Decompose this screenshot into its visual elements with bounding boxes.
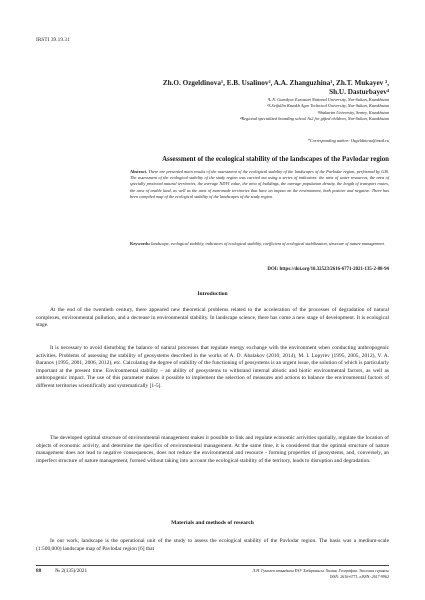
affiliation-4: ⁴Regional specialized boarding school №2 for gifted children, Nur-Sultan, Kazakhstan bbox=[240, 116, 389, 122]
paper-title: Assessment of the ecological stability of the landscapes of the Pavlodar region bbox=[162, 156, 389, 163]
affiliation-2: ²S.Seifullin Kazakh Agro Technical University, Nur-Sultan, Kazakhstan bbox=[267, 103, 389, 109]
affiliation-1: ¹L.N. Gumilyov Eurasian National University, Nur-Sultan, Kazakhstan bbox=[267, 97, 389, 102]
section-heading-introduction: Introduction bbox=[197, 291, 228, 297]
keywords-text: landscape, ecological stability, indicators of ecological stability, coefficient of ecological stabilization, structure of nature management. bbox=[150, 241, 385, 246]
paragraph-3-text: The developed optimal structure of environmental management makes it possible to link and regulate economic activities spatially, regulate the location of objects of economic activity, and determine the specifics of environmental management. At the same time, it is considered that the optimal structure of nature management does not lead to negative consequences, does not reduce the environmental and resource - forming properties of geosystems, and, conversely, an imperfect structure of nature management, formed without taking into account the ecological stability of the territory, leads to disruption and degradation. bbox=[36, 435, 389, 464]
author-line-2: Sh.U. Dasturbayev⁴ bbox=[329, 88, 389, 96]
affiliation-3: ³Shakarim University, Semey, Kazakhstan bbox=[317, 109, 389, 115]
section-heading-methods: Materials and methods of research bbox=[171, 520, 254, 526]
footer-divider bbox=[36, 565, 389, 566]
paragraph-4-text: In our work, landscape is the operational unit of the study to assess the ecological stability of the Pavlodar region. The basis was a medium-scale (1:500,000) landscape map of Pavlodar region [6] that bbox=[36, 538, 389, 552]
paragraph-1-text: At the end of the twentieth century, there appeared new theoretical problems related to the acceleration of the processes of degradation of natural complexes, environmental pollution, and a decrease in environmental stability. In landscape science, there has come a new stage of development. It is ecological stage. bbox=[36, 307, 389, 329]
paragraph-3 bbox=[36, 435, 389, 465]
keywords-block bbox=[130, 241, 389, 247]
author-list bbox=[59, 79, 389, 97]
abstract-label: Abstract. bbox=[130, 169, 148, 174]
irsti-code: IRSTI 39.19.31 bbox=[36, 37, 70, 43]
footer-issn: ISSN: 2616-6771, eISSN: 2617-9962 bbox=[329, 574, 389, 579]
affiliation-list bbox=[59, 97, 389, 123]
paragraph-4 bbox=[36, 538, 389, 553]
footer-left bbox=[36, 568, 87, 574]
doi-link[interactable]: DOI: https://doi.org/10.32523/2616-6771-2021-135-2-88-94 bbox=[267, 267, 389, 272]
author-line-1: Zh.O. Ozgeldinova¹, E.B. Usalinov², A.A. Zhanguzhina¹, Zh.T. Mukayev ³, bbox=[162, 79, 389, 87]
paragraph-1 bbox=[36, 307, 389, 330]
paragraph-2 bbox=[36, 345, 389, 391]
issue-number: № 2(135)/2021 bbox=[55, 568, 88, 574]
footer-journal bbox=[253, 568, 389, 580]
keywords-label: Keywords: bbox=[130, 241, 151, 246]
page-number: 88 bbox=[36, 568, 42, 574]
corresponding-author: *Corresponding author: Ozgeldinova@mail.ru bbox=[307, 138, 389, 143]
footer-journal-name: Л.Н. Гумилев атындағы ЕҰУ Хабаршысы. Химия. География. Экология сериясы bbox=[252, 568, 389, 573]
paragraph-2-text: It is necessary to avoid disturbing the balance of natural processes that regulate energy exchange with the environment when conducting anthropogenic activities. Problems of assessing the stability of geosystems described in the works of A. D. Abalakov (2010, 2014), M. I. Lopyrev (1995, 2005, 2012), V. A. Baranov (1995, 2001, 2006, 2012), etc. Calculating the degree of stability of the functioning of geosystems is an urgent issue, the solution of which is particularly important at the present time. Environmental stability – an ability of geosystems to withstand internal abiotic and biotic environmental factors, as well as anthropogenic impact. The use of this parameter makes it possible to implement the selection of measures and actions to balance the environmental factors of different territories scientifically and systematically [1-5]. bbox=[36, 345, 389, 389]
abstract-block bbox=[130, 169, 389, 200]
abstract-text: There are presented main results of the assessment of the ecological stability of the landscapes of the Pavlodar region, performed by GIS. The assessment of the ecological stability of the study region was carried out using a series of indicators: the area of water resources, the area of specially protected natural territories, the average NDVI value, the area of buildings, the average population density, the length of transport routes, the area of arable land, as well as the area of man-made territories that have an impact on the environment, both positive and negative. There has been compiled map of the ecological stability of the landscapes of the study region. bbox=[130, 169, 389, 199]
